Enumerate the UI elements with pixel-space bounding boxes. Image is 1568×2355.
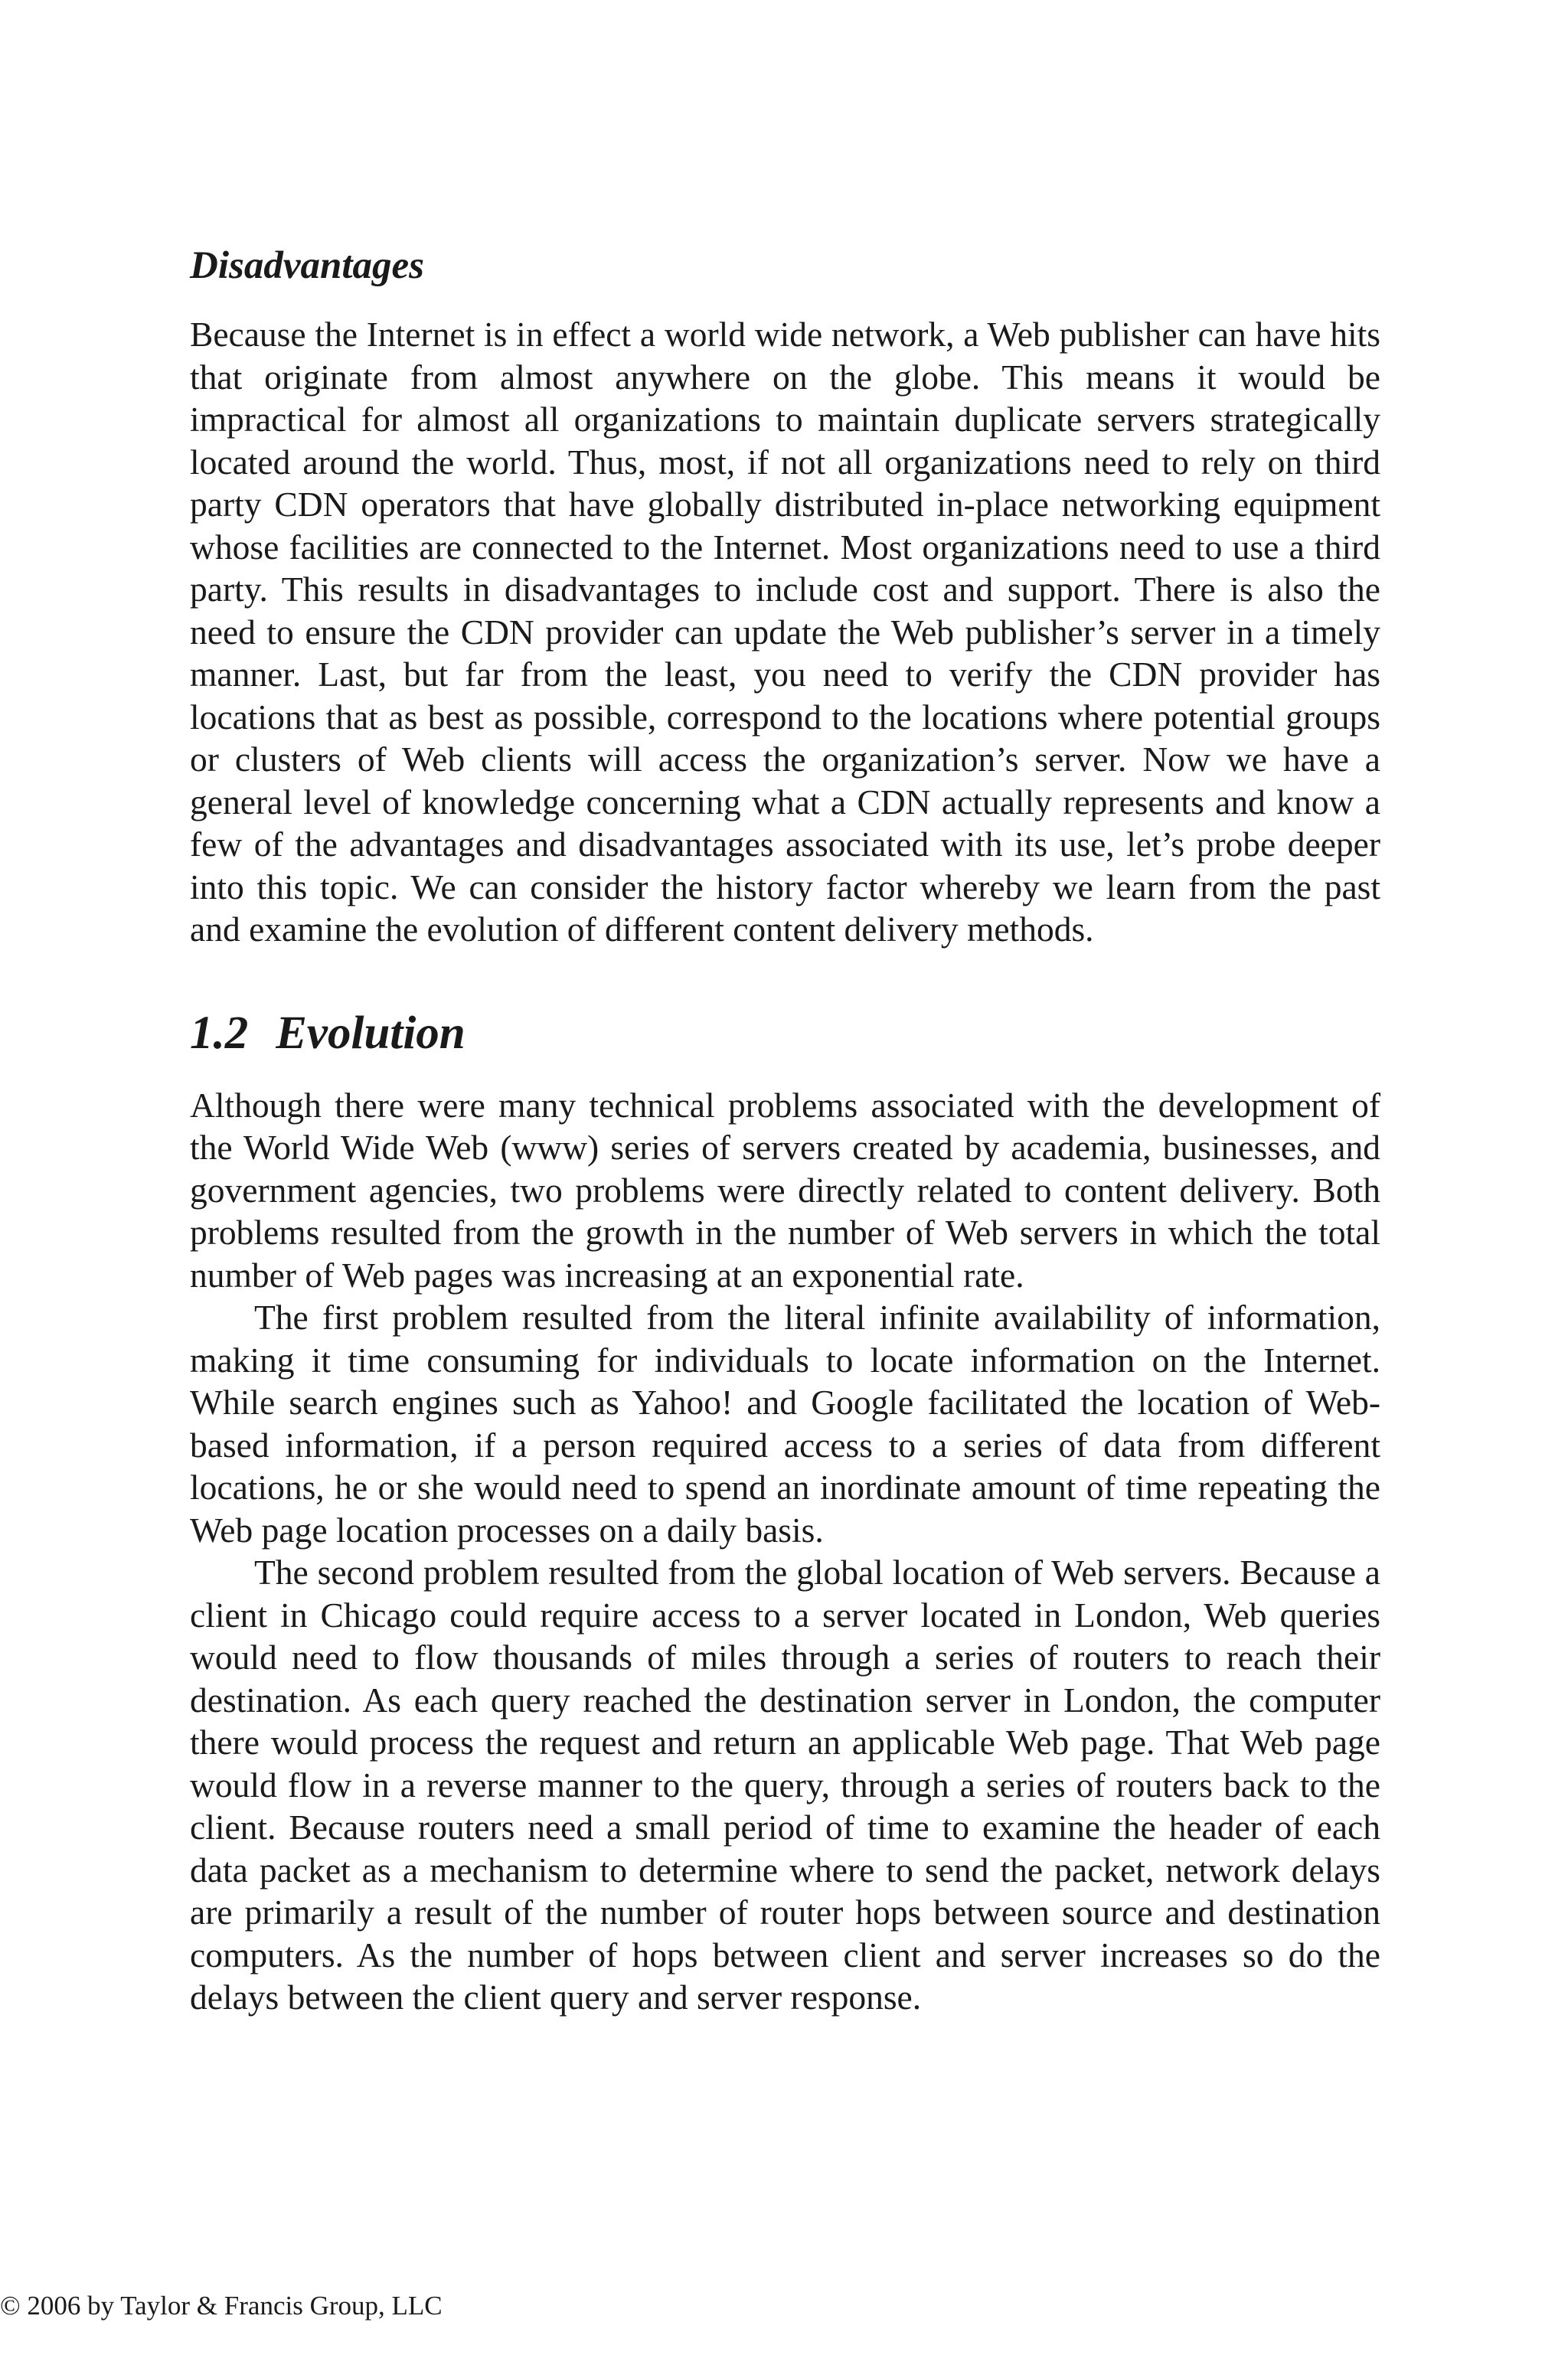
evolution-paragraph-1: Although there were many technical problems associated with the development of the World Wide Web (www) series of servers created by academia, businesses, and government agencies, two problems were directly related to content delivery. Both problems resulted from the growth in the number of Web servers in which the total number of Web pages was increasing at an exponential rate. [190,1085,1380,1295]
disadvantages-paragraph: Because the Internet is in effect a world wide network, a Web publisher can have hits that originate from almost anywhere on the globe. This means it would be impractical for almost all organizations to maintain duplicate servers strategically located around the world. Thus, most, if not all organizations need to rely on third party CDN operators that have globally distributed in-place networking equipment whose facilities are connected to the Internet. Most organizations need to use a third party. This results in disadvantages to include cost and support. There is also the need to ensure the CDN provider can update the Web publisher’s server in a timely manner. Last, but far from the least, you need to verify the CDN provider has locations that as best as possible, correspond to the locations where potential groups or clusters of Web clients will access the organization’s server. Now we have a general level of knowledge concerning what a CDN actually represents and know a few of the advantages and disadvantages associated with its use, let’s probe deeper into this topic. We can consider the history factor whereby we learn from the past and examine the evolution of different content delivery methods. [190,315,1380,949]
section-title: Evolution [276,1007,466,1059]
evolution-paragraph-2: The first problem resulted from the literal infinite availability of information, making it time consuming for individuals to locate information on the Internet. While search engines such as Yahoo! and Google facilitated the location of Web-based information, if a person required access to a series of data from different locations, he or she would need to spend an inordinate amount of time repeating the Web page location processes on a daily basis. [190,1298,1380,1550]
evolution-paragraph-3: The second problem resulted from the global location of Web servers. Because a client in Chicago could require access to a server located in London, Web queries would need to flow thousands of miles through a series of routers to reach their destination. As each query reached the destination server in London, the computer there would process the request and return an applicable Web page. That Web page would flow in a reverse manner to the query, through a series of routers back to the client. Because routers need a small period of time to examine the header of each data packet as a mechanism to determine where to send the packet, network delays are primarily a result of the number of router hops between source and destination computers. As the number of hops between client and server increases so do the delays between the client query and server response. [190,1553,1380,2017]
section-heading [190,1003,1380,1064]
section-number: 1.2 [190,1007,249,1059]
page-body [190,241,1380,2019]
subsection-title: Disadvantages [190,244,424,287]
copyright-footer: © 2006 by Taylor & Francis Group, LLC [0,2291,443,2321]
